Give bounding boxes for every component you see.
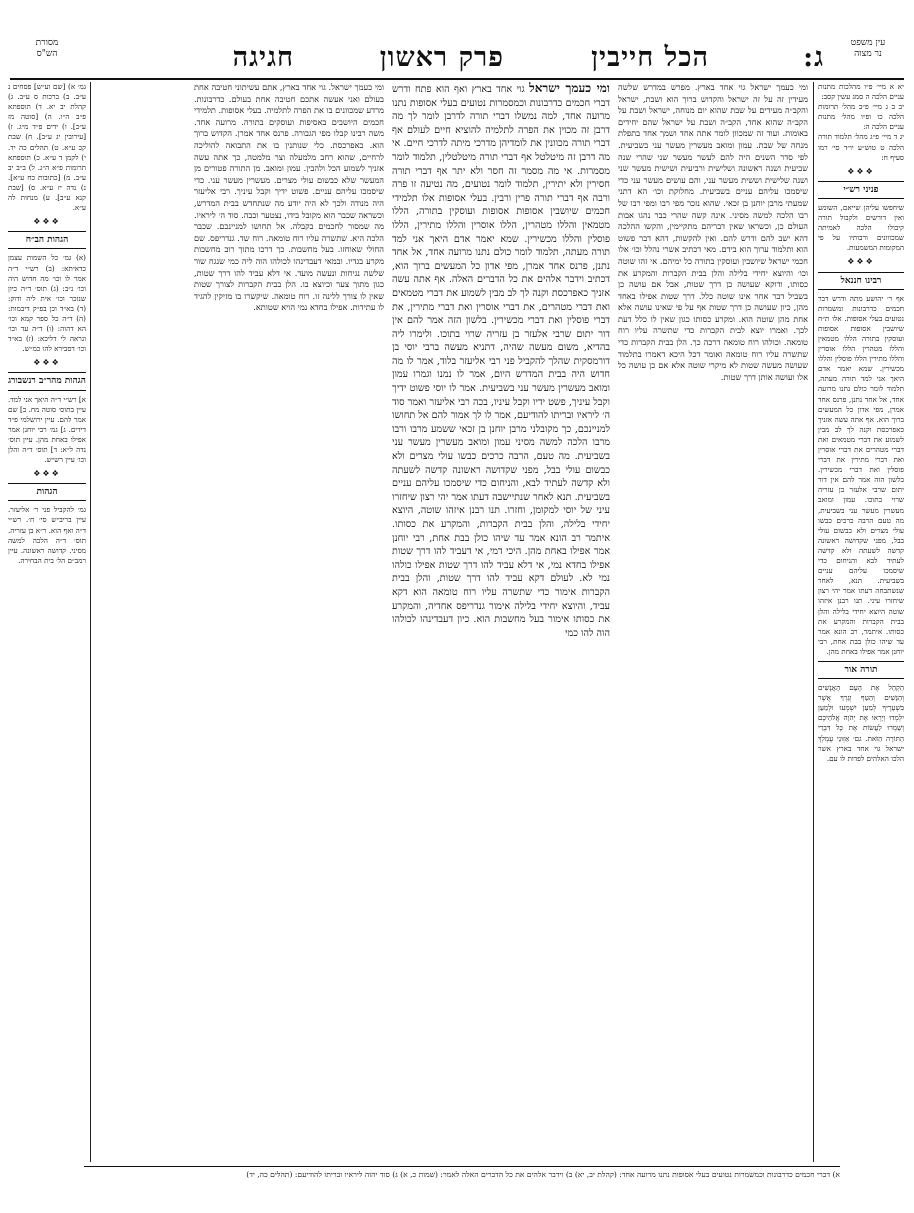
tosafot-column xyxy=(618,82,808,1157)
hagahot-maharatz-box xyxy=(8,372,86,390)
masoret-hashas-label: מסורת הש"ס xyxy=(35,38,59,59)
divider-ornament: ❖❖❖ xyxy=(33,217,61,227)
right-margin-column xyxy=(818,82,904,1157)
rashi-column xyxy=(194,82,384,1157)
masoret-hashas-text: גמ׳ א) [שם וע״ש] פסחים נ ע״ב. ב) ברכות ס ע״ב. ג) קהלת יב יא. ד) תוספתא פ״ב ה״ו. ה) [סוטה מז ע״ב]. ו) ידים פ״ד מ״ג. ז) [עירובין יג ע״ב]. ח) שבת קכ ע״א. ט) תהלים כה יד. י) לקמן ד ע״א. כ) תוספתא תרומות פ״א ה״ג. ל) ב״ב יב ע״ב. מ) [כתובות כח ע״א]. נ) נדה יז ע״א. ס) [שבת קנא ע״ב]. ע) מנחות לה ע״א. xyxy=(8,82,86,213)
torah-or-title: תורה אור xyxy=(844,664,878,675)
hagahot-habach-text: (א) גמ׳ כל השמות עצמן כדאיתא: (ב) רש״י ד״ה אמר לו וכו׳ מה חדוש היה וכו׳ נ״ב: (ג) תוס׳ ד״ה כיון שנזכר וכו׳ אית ליה ודוק: (ד) בא״ד וכן בפ״ק דיבמות: (ה) ד״ה כל ספר קמא וכו׳ הא דהוה: (ו) ד״ה עד וכו׳ ונראה לי דליכא: (ז) בא״ד וכו׳ דסבירא להו כמ״ש. xyxy=(8,253,86,354)
hagahot-maharatz-text: א] רש״י ד״ה היאך אני למד. עיין בתוס׳ סוטה מח. ב] שם אמר להם. עיין ירושלמי פ״ד דידים. ג] גמ׳ רבי יוחנן אמר אפילו באחת מהן. עיין תוס׳ נדה ל״א: ד] תוס׳ ד״ה והלן וכו׳ עיין רש״ש. xyxy=(8,394,86,465)
divider-ornament: ❖❖❖ xyxy=(33,469,61,479)
divider-ornament: ❖❖❖ xyxy=(847,257,875,267)
torah-or-box xyxy=(818,661,904,679)
gemara-column xyxy=(392,82,610,1157)
left-margin-column xyxy=(8,82,86,1157)
divider-ornament: ❖❖❖ xyxy=(33,358,61,368)
column-divider xyxy=(813,82,814,1162)
penei-rashi-text: שיחפשו עליהן שייאם, השומע ואין דורשים ולקבול תורה קיבולו הלכה לאמיתה שמכווונים ורבותיו על פי המקומות המשמעות. xyxy=(818,202,904,253)
gemara-opening-words: ומי כעמך ישראל xyxy=(529,82,610,95)
divider-ornament: ❖❖❖ xyxy=(847,166,875,176)
chapter-number: פרק ראשון xyxy=(379,42,504,73)
ein-mishpat-text: יא א מיי׳ פ״ו מהלכות מתנות עניים הלכה ה סמג עשין קסב: יב ב ג מיי׳ פ״ב מהל׳ תרומות הלכה כו ופ״ו מהל׳ מתנות עניים הלכה ה: יג ד מיי׳ פ״ג מהל׳ תלמוד תורה הלכה ט טוש״ע יו״ד סי׳ רמו סעיף ח: xyxy=(818,82,904,162)
hagahot-habach-title: הגהות הב״ח xyxy=(25,235,69,246)
rabbenu-chananel-text: אף ר׳ יהושע מתה ודרש דבר חכמים כדרבונות ומשמרות נטועים בעלי אסופות. אלו ת״ח שיושבין אסופות אסופות ועוסקין בתורה הללו מטמאין והללו מטהרין הללו אוסרין והללו מתירין הללו פוסלין והללו מכשירין. שמא יאמר אדם היאך אני למד תורה מעתה, תלמוד לומר כולם נתנו מרועה אחד, אל אחד נתנן, פרנס אחד אמרן, מפי אדון כל המעשים ברוך הוא. אף אתה עשה אזניך כאפרכסת וקנה לך לב מבין לשמוע את דברי מטמאים ואת דברי מטהרים את דברי אוסרין ואת דברי מתירין את דברי פוסלין ואת דברי מכשירין. בלשון הזה אמר להם אין דור יתום שרבי אלעזר בן עזריה שרוי בתוכו. עמון ומואב מעשרין מעשר עני בשביעית, מה טעם הרבה כרכים כבשו עולי מצרים ולא כבשום עולי בבל, מפני שקדושה ראשונה קדשה לשעתה ולא קדשה לעתיד לבא והניחום כדי שיסמכו עליהם עניים בשביעית. תנא, לאחר שנשתבחה דעתו אמר יהי רצון שיחזרו עיני. תנו רבנן איזהו שוטה היוצא יחידי בלילה והלן בבית הקברות והמקרע את כסותו. איתמר, רב הונא אמר עד שיהו כולן בבת אחת, רבי יוחנן אמר אפילו באחת מהן. xyxy=(818,293,904,656)
ein-mishpat-label: עין משפט נר מצוה xyxy=(850,38,886,59)
rabbenu-chananel-title: רבינו חננאל xyxy=(840,275,882,286)
hagahot-title: הגהות xyxy=(36,487,58,498)
chapter-name: הכל חייבין xyxy=(591,42,709,73)
penei-rashi-box xyxy=(818,181,904,199)
page-header xyxy=(0,38,914,78)
column-divider xyxy=(90,82,91,1162)
hagahot-habach-box xyxy=(8,231,86,249)
tractate-name: חגיגה xyxy=(232,42,294,73)
header-rule xyxy=(10,78,904,80)
hagahot-maharatz-title: הגהות מהר״ב רנשבורג xyxy=(8,376,86,387)
tosafot-text: ומי כעמך ישראל גוי אחד בארץ. מפרש במדרש שלשה מעידין זה על זה ישראל והקדוש ברוך הוא ושבת, ישראל והקב״ה מעידים על שבת שהוא יום מנוחה, ישראל ושבת על הקב״ה שהוא אחד, הקב״ה ושבת על ישראל שהם יחידים באומות. ועוד זה שמכוון לומר אתה אחד ושמך אחד בתפלת מנחה של שבת. עמון ומואב מעשרין מעשר עני בשביעית. לפי סדר השנים היה להם לעשר מעשר שני שהרי שנה שביעית ושנה ראשונה ושלישית ורביעית ושישית מעשר שני ושנה שלישית וששית מעשר עני, והם עושים מעשר עני כדי שיסמכו עליהם עניים בשביעית. מחלוקת וכו׳ הא דתני שמעתי מרבן יוחנן בן זכאי. שהוא נזכר מפי רבו ומפי רבו של רבו הלכה למשה מסיני. אינה קשה שהרי כבר נהגו אבות העולם כן, וכשראו שאין דבריהם מתקיימין, והקשו ההלכה דהא ישב להם ודרש להם. ואין להקשות, דהא דבר פשוט הוא ותלמוד ערוך הוא בידם. מאי דכתיב אשרי נהלל וכו׳ אלו חכמי ישראל שיושבין ועוסקין בתורה כל ימיהם. אי זהו שוטה וכו׳ והיוצא יחידי בלילה והלן בבית הקברות והמקרע את כסותו, ודוקא שעושה כן דרך שטות, אבל אם עושה כן בשביל דבר אחר אינו שוטה כלל. דרך שטות אפילו באחד מהן, כיון שעושה כן דרך שטות אף על פי שאינו עושה אלא אחת מהן שוטה הוא. ומקרע כסותו כגון שאין לו כלל דעת לכך. ואמרו יוצא לבית הקברות כדי שתשרה עליו רוח טומאה. וכולהו רוח טומאה דרכה כך. הלן בבית הקברות כדי שתשרה עליו רוח טומאה ואומר דכל היכא דאמרו בתלמוד שעושה מעשה שטות לא מיקרי שוטה אלא אם כן עושה כל אלו ועושה אותן דרך שטות. xyxy=(618,82,808,382)
hagahot-box xyxy=(8,483,86,501)
rashi-text: ומי כעמך ישראל. גוי אחד בארץ, אתם עשיתוני חטיבה אחת בעולם ואני אעשה אתכם חטיבה אחת בעולם. כדרבונות. מרדע שמכוונים בו את הפרה לתלמיה. בעלי אסופות. תלמידי חכמים היושבים באסיפות ועוסקים בתורה. מרועה אחד. משה רבינו קבלו מפי הגבורה. פרנס אחד אמרן. הקדוש ברוך הוא. כאפרכסת. כלי שנותנין בו את התבואה להוליכה לרחיים, שהוא רחב מלמעלה וצר מלמטה, כך אתה עשה אזניך לשמוע הכל ולהבין. עמון ומואב. מן התורה פטורים מן המעשר שלא כבשום עולי מצרים. מעשרין מעשר עני. כדי שיסמכו עליהם עניים. פשוט ידיך וקבל עיניך. רבי אליעזר היה מנודה ולכך לא היה יודע מה שנתחדש בבית המדרש, וכשראה שכבר הוא מקובל בידו, נצטער וכבה. סוד ה׳ ליראיו. מה שמסור לחכמים בקבלה. אל תחושו למניינכם. שכבר הלכה היא. שתשרה עליו רוח טומאה. רוח שד. גנדריפס. שם החולי שאוחזו. בעל מחשבות. כך דרכו מתוך רוב מחשבות מקרע בגדיו. ובמאי דעבדינהו לכולהו הוה ליה כמי שנגח שור שלשה נגיחות ונעשה מועד. אי דלא עביד להו דרך שטות, כגון מתוך צער וכיוצא בו. הלן בבית הקברות לצורך שטות שאין לו צורך ללינה זו. רוח טומאה. שיקשרו בו מזיקין להגיד לו עתידות. אפילו בחדא נמי הויא שטותא. xyxy=(194,82,384,313)
gemara-text: גוי אחד בארץ ואף הוא פתח ודרש דברי חכמים כדרבונות וכמסמרות נטועים בעלי אסופות נתנו מרועה אחד, למה נמשלו דברי תורה לדרבן לומר לך מה דרבן זה מכוין את הפרה לתלמיה להוציא חיים לעולם אף דברי תורה מכוונין את לומדיהן מדרכי מיתה לדרכי חיים. אי מה דרבן זה מיטלטל אף דברי תורה מיטלטלין, תלמוד לומר מסמרות. אי מה מסמר זה חסר ולא יתר אף דברי תורה חסירין ולא יתירין, תלמוד לומר נטועים, מה נטיעה זו פרה ורבה אף דברי תורה פרין ורבין. בעלי אסופות אלו תלמידי חכמים שיושבין אסופות אסופות ועוסקין בתורה, הללו מטמאין והללו מטהרין, הללו אוסרין והללו מתירין, הללו פוסלין והללו מכשירין. שמא יאמר אדם היאך אני למד תורה מעתה, תלמוד לומר כולם נתנו מרועה אחד, אל אחד נתנן, פרנס אחד אמרן, מפי אדון כל המעשים ברוך הוא, דכתיב וידבר אלהים את כל הדברים האלה. אף אתה עשה אזניך כאפרכסת וקנה לך לב מבין לשמוע את דברי מטמאים ואת דברי מטהרים, את דברי אוסרין ואת דברי מתירין, את דברי פוסלין ואת דברי מכשירין. בלשון הזה אמר להם אין דור יתום שרבי אלעזר בן עזריה שרוי בתוכו. ולימרו ליה בהדיא, משום מעשה שהיה, דתניא מעשה ברבי יוסי בן דורמסקית שהלך להקביל פני רבי אליעזר בלוד, אמר לו מה חדוש היה בבית המדרש היום, אמר לו נמנו וגמרו עמון ומואב מעשרין מעשר עני בשביעית. אמר לו יוסי פשוט ידיך וקבל עיניך, פשט ידיו וקבל עיניו, בכה רבי אליעזר ואמר סוד ה׳ ליראיו ובריתו להודיעם, אמר לו לך אמור להם אל תחושו למניינכם, כך מקובלני מרבן יוחנן בן זכאי ששמע מרבו ורבו מרבו הלכה למשה מסיני עמון ומואב מעשרין מעשר עני בשביעית. מה טעם, הרבה כרכים כבשו עולי מצרים ולא כבשום עולי בבל, מפני שקדושה ראשונה קדשה לשעתה ולא קדשה לעתיד לבא, והניחום כדי שיסמכו עליהם עניים בשביעית. תנא לאחר שנתיישבה דעתו אמר יהי רצון שיחזרו עיני של יוסי למקומן, וחזרו. תנו רבנן איזהו שוטה, היוצא יחידי בלילה, והלן בבית הקברות, והמקרע את כסותו. איתמר רב הונא אמר עד שיהו כולן בבת אחת, רבי יוחנן אמר אפילו באחת מהן. היכי דמי, אי דעביד להו דרך שטות אפילו בחדא נמי, אי דלא עביד להו דרך שטות אפילו כולהו נמי לא. לעולם דקא עביד להו דרך שטות, והלן בבית הקברות אימור כדי שתשרה עליו רוח טומאה הוא דקא עביד, והיוצא יחידי בלילה אימור גנדריפס אחדיה, והמקרע את כסותו אימור בעל מחשבות הוא. כיון דעבדינהו לכולהו הוה להו כמי xyxy=(392,84,610,639)
hagahot-text: גמ׳ להקביל פני ר׳ אליעזר. עיין בריב״ש סי׳ ח׳. רש״י ד״ה ואף הוא. ר״א בן עזריה. תוס׳ ד״ה הלכה למשה מסיני. קדושה ראשונה. עיין רמב״ם הל׳ בית הבחירה. xyxy=(8,505,86,565)
rabbenu-chananel-box xyxy=(818,272,904,290)
penei-rashi-title: פניני רש״י xyxy=(843,184,879,195)
page-number: ג: xyxy=(803,42,824,73)
footnotes: א) דברי חכמים כדרבונות וכמשמרות נטועים בעלי אסופות נתנו מרועה אחד: (קהלת יב, יא) ב) וידבר אלהים את כל הדברים האלה לאמר: (שמות כ, א) ג) סוד יהוה ליראיו ובריתו להודיעם: (תהלים כה, יד) xyxy=(84,1166,840,1180)
torah-or-text: הַקְהֵל אֶת הָעָם הָאֲנָשִׁים וְהַנָּשִׁים וְהַטַּף וְגֵרְךָ אֲשֶׁר בִּשְׁעָרֶיךָ לְמַעַן יִשְׁמְעוּ וּלְמַעַן יִלְמְדוּ וְיָרְאוּ אֶת יְהֹוָה אֱלֹהֵיכֶם וְשָׁמְרוּ לַעֲשׂוֹת אֶת כָּל דִּבְרֵי הַתּוֹרָה הַזֹּאת. גם׳ אַזְוּנֵי עֶמְלְךָ ישראל גוי אחד בארץ אשר הלכו האלהים לפדות לו עם. xyxy=(818,683,904,763)
